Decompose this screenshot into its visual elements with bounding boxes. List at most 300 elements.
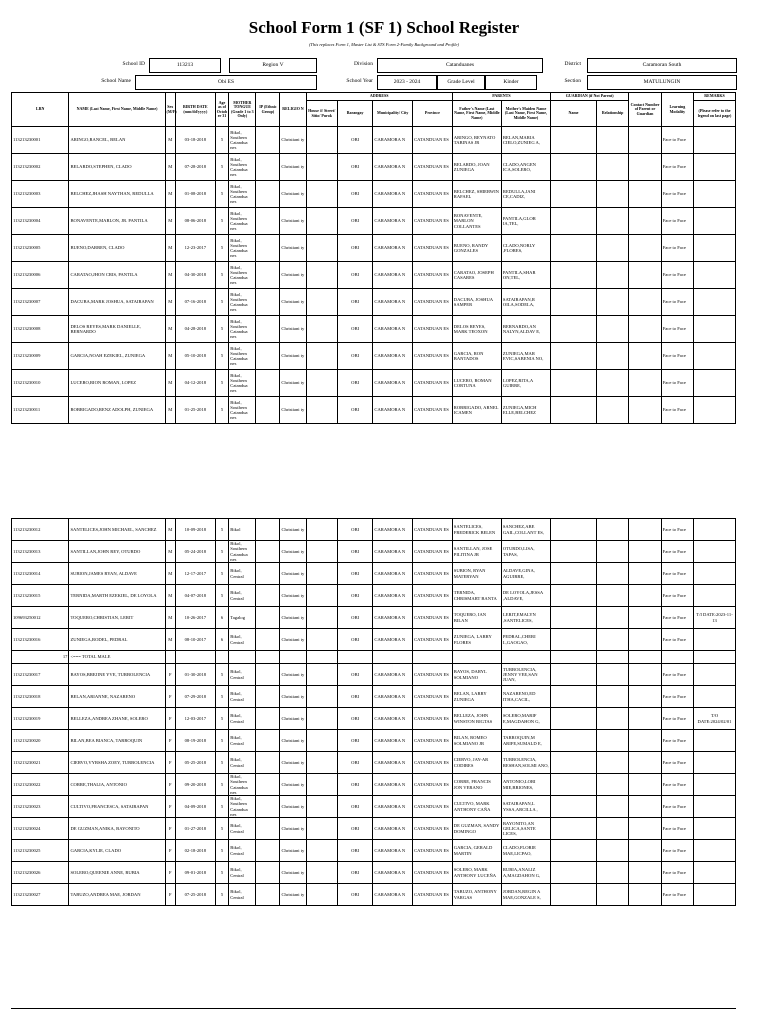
form-subtitle: (This replaces Form 1, Master List & STS Form 2-Family Background and Profile)	[308, 42, 460, 47]
mother-tongue-cell: Bikol, Central	[229, 708, 256, 730]
sex-cell: F	[165, 708, 175, 730]
contact-cell	[629, 262, 661, 289]
municipality-cell: CARAMORA N	[373, 862, 413, 884]
birth-date-cell: 09-01-2018	[176, 862, 216, 884]
municipality-cell: CARAMORA N	[373, 840, 413, 862]
empty-cell	[306, 651, 337, 664]
lrn-cell: 113213230002	[12, 154, 69, 181]
mother-tongue-cell: Tagalog	[229, 607, 256, 629]
age-cell: 5	[215, 840, 229, 862]
province-cell: CATANDUAN ES	[413, 208, 453, 235]
father-cell: SUBION, RYAN MATERYAN	[452, 563, 501, 585]
religion-cell: Christiani ty	[280, 541, 306, 563]
province-cell: CATANDUAN ES	[413, 585, 453, 607]
modality-cell: Face to Face	[661, 664, 693, 686]
religion-cell: Christiani ty	[280, 585, 306, 607]
guardian-relationship-cell	[596, 607, 628, 629]
name-cell: CULTIVO,FRANCESCA, SATAIRAPAN	[69, 796, 165, 818]
name-cell: CORRE,THALIA, ANTONIO	[69, 774, 165, 796]
modality-cell: Face to Face	[661, 629, 693, 651]
father-cell: SANTILLAN, JOSE PILITINA JR	[452, 541, 501, 563]
remarks-cell	[694, 262, 736, 289]
remarks-cell	[694, 774, 736, 796]
municipality-cell: CARAMORA N	[373, 585, 413, 607]
table-row	[12, 316, 736, 343]
father-cell: CARATAO, JOSEPH CASARES	[452, 262, 501, 289]
age-cell: 5	[215, 708, 229, 730]
guardian-relationship-cell	[596, 585, 628, 607]
guardian-relationship-cell	[596, 818, 628, 840]
mother-tongue-cell: Bikol, Central	[229, 862, 256, 884]
remarks-cell	[694, 840, 736, 862]
lrn-cell: 113213230023	[12, 796, 69, 818]
lrn-cell: 113213230013	[12, 541, 69, 563]
religion-cell: Christiani ty	[280, 752, 306, 774]
barangay-cell: OBI	[337, 208, 373, 235]
remarks-cell	[694, 154, 736, 181]
house-cell	[306, 343, 337, 370]
contact-cell	[629, 127, 661, 154]
ip-cell	[256, 343, 280, 370]
barangay-cell: OBI	[337, 708, 373, 730]
birth-date-cell: 07-16-2018	[175, 289, 215, 316]
table-row	[12, 208, 736, 235]
modality-cell: Face to Face	[661, 862, 693, 884]
birth-date-cell: 12-17-2017	[176, 563, 216, 585]
barangay-cell: OBI	[337, 840, 373, 862]
father-cell: BELARDO, JOAN ZUNIEGA	[452, 154, 501, 181]
guardian-name-cell	[550, 289, 596, 316]
birth-date-cell: 05-24-2018	[176, 541, 216, 563]
birth-date-cell: 01-08-2018	[175, 181, 215, 208]
name-cell: SANTILLAN,JOHN REY, OTURDO	[69, 541, 165, 563]
house-cell	[306, 154, 337, 181]
guardian-relationship-cell	[596, 519, 628, 541]
lrn-cell: 113213230005	[12, 235, 69, 262]
modality-cell: Face to Face	[661, 774, 693, 796]
birth-date-cell: 05-25-2018	[176, 752, 216, 774]
contact-cell	[629, 840, 661, 862]
municipality-cell: CARAMORA N	[373, 752, 413, 774]
ip-cell	[256, 154, 280, 181]
total-male-row	[12, 651, 736, 664]
col-guardian-name: Name	[550, 101, 596, 127]
ip-cell	[256, 235, 280, 262]
father-cell: BELCHEZ, SHIERWIN RAFAEL	[452, 181, 501, 208]
father-cell: ZUNIEGA, LARRY FLORES	[452, 629, 501, 651]
ip-cell	[256, 774, 280, 796]
father-cell: BAYOS, DARYL SOLMIANO	[452, 664, 501, 686]
municipality-cell: CARAMORA N	[373, 235, 413, 262]
guardian-relationship-cell	[596, 370, 628, 397]
barangay-cell: OBI	[337, 127, 373, 154]
col-remarks-note: (Please refer to the legend on last page)	[694, 101, 736, 127]
modality-cell: Face to Face	[661, 818, 693, 840]
municipality-cell: CARAMORA N	[373, 708, 413, 730]
name-cell: BELAN,ARIANNE, NAZARENO	[69, 686, 165, 708]
father-cell: DELOS REYES, MARK TEOXON	[452, 316, 501, 343]
table-row	[12, 397, 736, 424]
birth-date-cell: 04-28-2018	[175, 316, 215, 343]
age-cell: 5	[215, 541, 229, 563]
guardian-relationship-cell	[596, 563, 628, 585]
remarks-cell	[694, 541, 736, 563]
name-cell: GARCIA,KYLIE, CLADO	[69, 840, 165, 862]
birth-date-cell: 02-18-2018	[176, 840, 216, 862]
guardian-name-cell	[550, 629, 596, 651]
sex-cell: M	[165, 343, 175, 370]
father-cell: BELAN, LARRY ZUNIEGA	[452, 686, 501, 708]
guardian-relationship-cell	[596, 208, 628, 235]
modality-cell: Face to Face	[661, 127, 693, 154]
birth-date-cell: 07-28-2018	[175, 154, 215, 181]
province-cell: CATANDUAN ES	[413, 127, 453, 154]
modality-cell: Face to Face	[661, 343, 693, 370]
ip-cell	[256, 127, 280, 154]
empty-cell	[215, 651, 229, 664]
age-cell: 5	[215, 154, 229, 181]
barangay-cell: OBI	[337, 818, 373, 840]
municipality-cell: CARAMORA N	[373, 289, 413, 316]
section-field: MATULUNGIN	[587, 75, 737, 90]
col-father: Father's Name (Last Name, First Name, Middle Name)	[452, 101, 501, 127]
region-field: Region V	[229, 58, 317, 73]
guardian-relationship-cell	[596, 397, 628, 424]
birth-date-cell: 07-25-2018	[176, 884, 216, 906]
total-male-count: 17	[12, 651, 69, 664]
name-cell: CIERVO,VYRSHA ZOEY, TURBOLENCIA	[69, 752, 165, 774]
contact-cell	[629, 154, 661, 181]
sex-cell: M	[165, 208, 175, 235]
remarks-cell	[694, 289, 736, 316]
sex-cell: M	[165, 607, 175, 629]
sex-cell: F	[165, 884, 175, 906]
mother-cell: REDULLA,JANI CE,CADIZ,	[501, 181, 550, 208]
province-cell: CATANDUAN ES	[413, 774, 453, 796]
guardian-name-cell	[550, 343, 596, 370]
remarks-cell	[694, 730, 736, 752]
province-cell: CATANDUAN ES	[413, 607, 453, 629]
mother-tongue-cell: Bikol, Southern Catandua nes	[229, 541, 256, 563]
ip-cell	[256, 370, 280, 397]
municipality-cell: CARAMORA N	[373, 181, 413, 208]
empty-cell	[629, 651, 661, 664]
name-cell: TABUZO,ANDREA MAE, JORDAN	[69, 884, 165, 906]
age-cell: 5	[215, 752, 229, 774]
birth-date-cell: 04-07-2018	[176, 585, 216, 607]
birth-date-cell: 05-10-2018	[175, 343, 215, 370]
mother-tongue-cell: Bikol, Central	[229, 686, 256, 708]
col-barangay: Barangay	[337, 101, 373, 127]
religion-cell: Christiani ty	[280, 840, 306, 862]
modality-cell: Face to Face	[661, 686, 693, 708]
contact-cell	[629, 862, 661, 884]
table-row	[12, 541, 736, 563]
sex-cell: F	[165, 862, 175, 884]
municipality-cell: CARAMORA N	[373, 664, 413, 686]
table-row	[12, 730, 736, 752]
remarks-cell	[694, 519, 736, 541]
empty-cell	[280, 651, 306, 664]
contact-cell	[629, 585, 661, 607]
religion-cell: Christiani ty	[280, 289, 306, 316]
religion-cell: Christiani ty	[280, 343, 306, 370]
sex-cell: M	[165, 585, 175, 607]
ip-cell	[256, 607, 280, 629]
guardian-name-cell	[550, 541, 596, 563]
ip-cell	[256, 730, 280, 752]
name-cell: ROBRIGADO,RENZ ADOLPH, ZUNIEGA	[69, 397, 165, 424]
guardian-relationship-cell	[596, 316, 628, 343]
guardian-name-cell	[550, 840, 596, 862]
ip-cell	[256, 397, 280, 424]
school-name-field: Obi ES	[135, 75, 317, 90]
empty-cell	[165, 651, 175, 664]
age-cell: 5	[215, 519, 229, 541]
barangay-cell: OBI	[337, 774, 373, 796]
sex-cell: M	[165, 262, 175, 289]
empty-cell	[337, 651, 373, 664]
lrn-cell: 113213230018	[12, 686, 69, 708]
house-cell	[306, 862, 337, 884]
ip-cell	[256, 708, 280, 730]
municipality-cell: CARAMORA N	[373, 262, 413, 289]
religion-cell: Christiani ty	[280, 796, 306, 818]
mother-cell: CLADO,FLORIE MAE,LICPAO,	[501, 840, 550, 862]
modality-cell: Face to Face	[661, 519, 693, 541]
father-cell: LUCERO, ROMAN CORTUNA	[452, 370, 501, 397]
empty-cell	[596, 651, 628, 664]
guardian-relationship-cell	[596, 840, 628, 862]
contact-cell	[629, 708, 661, 730]
age-cell: 5	[215, 563, 229, 585]
municipality-cell: CARAMORA N	[373, 154, 413, 181]
mother-tongue-cell: Bikol, Central	[229, 752, 256, 774]
contact-cell	[629, 519, 661, 541]
father-cell: GARCIA, RON BANTADOS	[452, 343, 501, 370]
section-label: Section	[564, 78, 581, 84]
province-cell: CATANDUAN ES	[413, 730, 453, 752]
province-cell: CATANDUAN ES	[413, 840, 453, 862]
mother-cell: PANTILA,SHAR ON,TEL,	[501, 262, 550, 289]
table-row	[12, 370, 736, 397]
mother-tongue-cell: Bikol, Central	[229, 664, 256, 686]
name-cell: LUCERO,RION ROMAN, LOPEZ	[69, 370, 165, 397]
ip-cell	[256, 752, 280, 774]
ip-cell	[256, 316, 280, 343]
register-table-page-1	[11, 92, 736, 424]
barangay-cell: OBI	[337, 686, 373, 708]
barangay-cell: OBI	[337, 862, 373, 884]
modality-cell: Face to Face	[661, 181, 693, 208]
mother-tongue-cell: Bikol, Southern Catandua nes	[229, 262, 256, 289]
sex-cell: M	[165, 127, 175, 154]
municipality-cell: CARAMORA N	[373, 519, 413, 541]
division-field: Catanduanes	[377, 58, 543, 73]
house-cell	[306, 208, 337, 235]
ip-cell	[256, 541, 280, 563]
lrn-cell: 113213230004	[12, 208, 69, 235]
house-cell	[306, 664, 337, 686]
barangay-cell: OBI	[337, 884, 373, 906]
modality-cell: Face to Face	[661, 585, 693, 607]
province-cell: CATANDUAN ES	[413, 154, 453, 181]
religion-cell: Christiani ty	[280, 262, 306, 289]
name-cell: TERNIDA,MARTH EZEKIEL, DE LOYOLA	[69, 585, 165, 607]
house-cell	[306, 796, 337, 818]
father-cell: TOQUERO, IAN BILAN	[452, 607, 501, 629]
municipality-cell: CARAMORA N	[373, 370, 413, 397]
birth-date-cell: 12-03-2017	[176, 708, 216, 730]
mother-cell: TURBOLENCIA, JENNY VEE,SAN JUAN,	[501, 664, 550, 686]
modality-cell: Face to Face	[661, 208, 693, 235]
sex-cell: M	[165, 154, 175, 181]
mother-tongue-cell: Bikol	[229, 519, 256, 541]
religion-cell: Christiani ty	[280, 181, 306, 208]
remarks-cell	[694, 664, 736, 686]
municipality-cell: CARAMORA N	[373, 607, 413, 629]
lrn-cell: 113213230008	[12, 316, 69, 343]
municipality-cell: CARAMORA N	[373, 774, 413, 796]
ip-cell	[256, 796, 280, 818]
empty-cell	[256, 651, 280, 664]
contact-cell	[629, 289, 661, 316]
birth-date-cell: 04-09-2018	[176, 796, 216, 818]
guardian-name-cell	[550, 154, 596, 181]
remarks-cell	[694, 563, 736, 585]
name-cell: BELLEZA,ANDREA ZHANE, SOLERO	[69, 708, 165, 730]
province-cell: CATANDUAN ES	[413, 563, 453, 585]
guardian-relationship-cell	[596, 708, 628, 730]
mother-tongue-cell: Bikol, Central	[229, 884, 256, 906]
province-cell: CATANDUAN ES	[413, 796, 453, 818]
col-name: NAME (Last Name, First Name, Middle Name)	[69, 93, 165, 127]
house-cell	[306, 884, 337, 906]
guardian-name-cell	[550, 686, 596, 708]
remarks-cell	[694, 235, 736, 262]
remarks-cell	[694, 796, 736, 818]
empty-cell	[229, 651, 256, 664]
name-cell: GARCIA,NOAH EZEKIEL, ZUNIEGA	[69, 343, 165, 370]
guardian-name-cell	[550, 585, 596, 607]
col-religion: RELIGIO N	[280, 93, 306, 127]
col-modality: Learning Modality	[661, 93, 693, 127]
mother-cell: CLADO,NORLY ,FLORES,	[501, 235, 550, 262]
school-name-label: School Name	[101, 78, 131, 84]
age-cell: 5	[215, 262, 229, 289]
father-cell: CORRE, FRANCIS JON VERANO	[452, 774, 501, 796]
barangay-cell: OBI	[337, 607, 373, 629]
ip-cell	[256, 686, 280, 708]
province-cell: CATANDUAN ES	[413, 289, 453, 316]
province-cell: CATANDUAN ES	[413, 752, 453, 774]
religion-cell: Christiani ty	[280, 818, 306, 840]
age-cell: 5	[215, 235, 229, 262]
empty-cell	[452, 651, 501, 664]
birth-date-cell: 01-25-2018	[175, 397, 215, 424]
guardian-name-cell	[550, 519, 596, 541]
house-cell	[306, 752, 337, 774]
sex-cell: M	[165, 316, 175, 343]
table-row	[12, 840, 736, 862]
barangay-cell: OBI	[337, 154, 373, 181]
contact-cell	[629, 686, 661, 708]
contact-cell	[629, 563, 661, 585]
guardian-name-cell	[550, 774, 596, 796]
modality-cell: Face to Face	[661, 708, 693, 730]
age-cell: 5	[215, 774, 229, 796]
col-mother-tongue: MOTHER TONGUE (Grade 1 to 3 Only)	[229, 93, 256, 127]
religion-cell: Christiani ty	[280, 519, 306, 541]
contact-cell	[629, 343, 661, 370]
age-cell: 6	[215, 607, 229, 629]
municipality-cell: CARAMORA N	[373, 730, 413, 752]
table-row	[12, 585, 736, 607]
guardian-relationship-cell	[596, 730, 628, 752]
mother-cell: TURBOLENCIA, RESHAN,SOLMI ANO,	[501, 752, 550, 774]
col-guardian-relationship: Relationship	[596, 101, 628, 127]
mother-cell: NAZARENO,ED ITHA,CACIL,	[501, 686, 550, 708]
age-cell: 5	[215, 181, 229, 208]
col-remarks: REMARKS	[694, 93, 736, 101]
mother-tongue-cell: Bikol, Central	[229, 629, 256, 651]
religion-cell: Christiani ty	[280, 607, 306, 629]
contact-cell	[629, 774, 661, 796]
municipality-cell: CARAMORA N	[373, 818, 413, 840]
barangay-cell: OBI	[337, 585, 373, 607]
mother-cell: LERIT,EMALYN ,SANTELICES,	[501, 607, 550, 629]
house-cell	[306, 629, 337, 651]
mother-tongue-cell: Bikol, Southern Catandua nes	[229, 181, 256, 208]
remarks-cell	[694, 585, 736, 607]
municipality-cell: CARAMORA N	[373, 208, 413, 235]
guardian-relationship-cell	[596, 862, 628, 884]
father-cell: ROBRIGADO, ARNEL ICAMEN	[452, 397, 501, 424]
division-label: Division	[354, 61, 373, 67]
empty-cell	[176, 651, 216, 664]
modality-cell: Face to Face	[661, 884, 693, 906]
mother-cell: ALDAVE,GINA, AGUIRRE,	[501, 563, 550, 585]
mother-tongue-cell: Bikol, Southern Catandua nes	[229, 154, 256, 181]
ip-cell	[256, 840, 280, 862]
house-cell	[306, 607, 337, 629]
municipality-cell: CARAMORA N	[373, 397, 413, 424]
modality-cell: Face to Face	[661, 235, 693, 262]
province-cell: CATANDUAN ES	[413, 629, 453, 651]
birth-date-cell: 08-19-2018	[176, 730, 216, 752]
table-row	[12, 563, 736, 585]
ip-cell	[256, 563, 280, 585]
province-cell: CATANDUAN ES	[413, 343, 453, 370]
house-cell	[306, 289, 337, 316]
father-cell: SOLERO, MARK ANTHONY LUCEÑA	[452, 862, 501, 884]
house-cell	[306, 840, 337, 862]
col-ip: IP (Ethnic Group)	[256, 93, 280, 127]
guardian-relationship-cell	[596, 541, 628, 563]
guardian-relationship-cell	[596, 629, 628, 651]
religion-cell: Christiani ty	[280, 730, 306, 752]
sex-cell: M	[165, 397, 175, 424]
age-cell: 5	[215, 884, 229, 906]
age-cell: 5	[215, 397, 229, 424]
name-cell: BAYOS,BREJINE YVE, TURBOLENCIA	[69, 664, 165, 686]
guardian-relationship-cell	[596, 686, 628, 708]
birth-date-cell: 09-20-2018	[176, 774, 216, 796]
religion-cell: Christiani ty	[280, 563, 306, 585]
modality-cell: Face to Face	[661, 840, 693, 862]
col-parents: PARENTS	[452, 93, 550, 101]
province-cell: CATANDUAN ES	[413, 862, 453, 884]
